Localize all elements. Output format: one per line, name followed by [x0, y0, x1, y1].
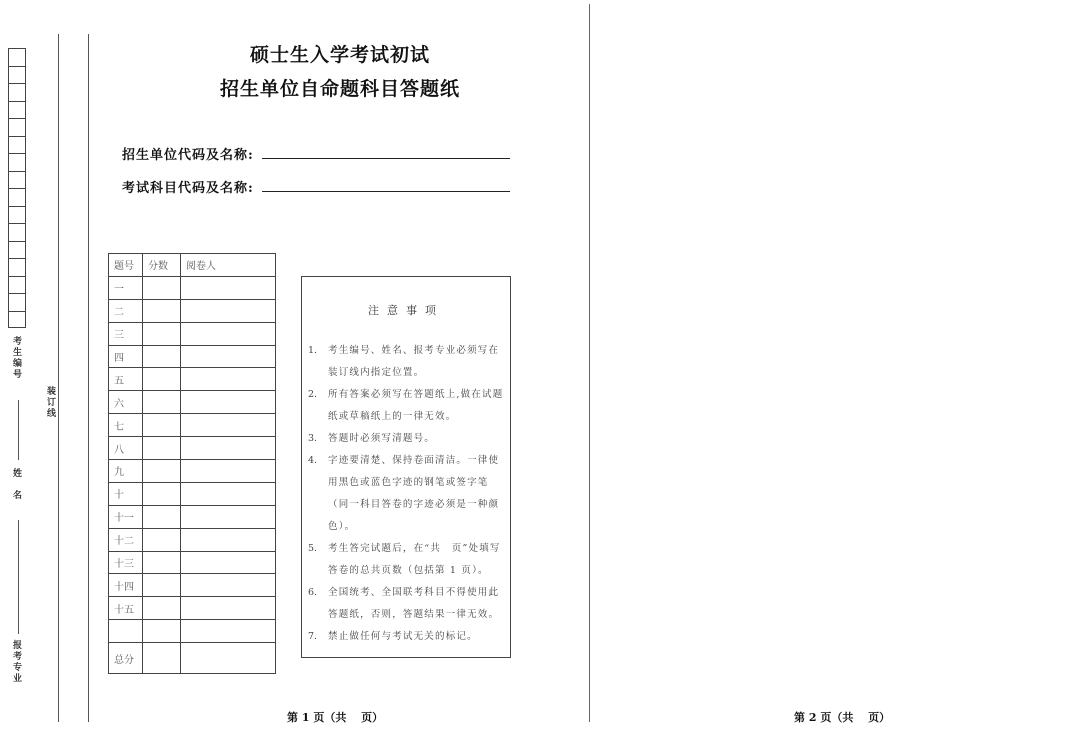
candidate-number-box[interactable]: [8, 101, 26, 119]
score-cell[interactable]: [143, 574, 181, 597]
total-grader-cell[interactable]: [181, 643, 276, 674]
score-cell[interactable]: [143, 414, 181, 437]
score-cell[interactable]: [143, 276, 181, 299]
question-number-cell: 三: [109, 322, 143, 345]
score-cell[interactable]: [143, 597, 181, 620]
grader-cell[interactable]: [181, 482, 276, 505]
question-number-cell: 四: [109, 345, 143, 368]
grader-cell[interactable]: [181, 299, 276, 322]
notes-item: [308, 582, 504, 626]
header-score: 分数: [143, 254, 181, 277]
score-table-row: [109, 574, 276, 597]
candidate-number-box[interactable]: [8, 188, 26, 206]
notes-item-text: 考生答完试题后，在“共 页”处填写答卷的总共页数（包括第 1 页）。: [328, 543, 501, 576]
notes-item-number: 4.: [308, 455, 318, 466]
grader-cell[interactable]: [181, 322, 276, 345]
subject-field-line[interactable]: [262, 191, 510, 192]
binding-line-label: 装订线: [45, 386, 55, 419]
candidate-number-box[interactable]: [8, 48, 26, 66]
score-cell[interactable]: [143, 482, 181, 505]
grader-cell[interactable]: [181, 460, 276, 483]
notes-item: [308, 428, 504, 450]
question-number-cell: 十三: [109, 551, 143, 574]
grader-cell[interactable]: [181, 620, 276, 643]
candidate-number-box[interactable]: [8, 293, 26, 311]
score-cell[interactable]: [143, 368, 181, 391]
question-number-cell: 十: [109, 482, 143, 505]
score-cell[interactable]: [143, 437, 181, 460]
score-cell[interactable]: [143, 505, 181, 528]
candidate-number-box[interactable]: [8, 171, 26, 189]
question-number-cell: 二: [109, 299, 143, 322]
question-number-cell: 十四: [109, 574, 143, 597]
subject-field-label: 考试科目代码及名称:: [122, 181, 254, 196]
score-table-row: [109, 391, 276, 414]
candidate-number-box[interactable]: [8, 118, 26, 136]
score-table-row: [109, 620, 276, 643]
score-table-row: [109, 276, 276, 299]
grader-cell[interactable]: [181, 574, 276, 597]
candidate-number-box[interactable]: [8, 83, 26, 101]
score-table-row: [109, 414, 276, 437]
question-number-cell: 五: [109, 368, 143, 391]
major-line[interactable]: [18, 590, 19, 634]
notes-list: [302, 340, 510, 648]
header-question-number: 题号: [109, 254, 143, 277]
candidate-number-box[interactable]: [8, 206, 26, 224]
header-grader: 阅卷人: [181, 254, 276, 277]
candidate-number-line[interactable]: [18, 400, 19, 460]
grader-cell[interactable]: [181, 505, 276, 528]
notes-item-text: 字迹要清楚、保持卷面清洁。一律使用黑色或蓝色字迹的钢笔或签字笔（同一科目答卷的字迹必须是一种颜色）。: [328, 455, 500, 532]
question-number-cell: 十二: [109, 528, 143, 551]
score-cell[interactable]: [143, 322, 181, 345]
page-title-line2: 招生单位自命题科目答题纸: [219, 78, 460, 100]
notes-box: [301, 276, 511, 658]
binding-line-left: [58, 34, 59, 722]
question-number-cell: 七: [109, 414, 143, 437]
score-table-row: [109, 528, 276, 551]
score-table-row: [109, 460, 276, 483]
notes-item-text: 禁止做任何与考试无关的标记。: [328, 631, 478, 642]
grader-cell[interactable]: [181, 391, 276, 414]
notes-item-number: 5.: [308, 543, 318, 554]
score-table-row: [109, 551, 276, 574]
institution-field-line[interactable]: [262, 158, 510, 159]
candidate-number-label: 考生编号: [11, 336, 21, 380]
question-number-cell: [109, 620, 143, 643]
score-cell[interactable]: [143, 528, 181, 551]
notes-item: [308, 626, 504, 648]
total-label-cell: 总分: [109, 643, 143, 674]
page-title-line1: 硕士生入学考试初试: [249, 44, 430, 66]
notes-item-number: 3.: [308, 433, 318, 444]
question-number-cell: 六: [109, 391, 143, 414]
candidate-number-box[interactable]: [8, 276, 26, 294]
total-score-cell[interactable]: [143, 643, 181, 674]
notes-item: [308, 384, 504, 428]
major-label: 报考专业: [11, 640, 21, 684]
grader-cell[interactable]: [181, 368, 276, 391]
question-number-cell: 十一: [109, 505, 143, 528]
score-cell[interactable]: [143, 345, 181, 368]
score-table-row: [109, 299, 276, 322]
candidate-number-box[interactable]: [8, 258, 26, 276]
notes-item-text: 考生编号、姓名、报考专业必须写在装订线内指定位置。: [328, 345, 500, 378]
notes-item-number: 6.: [308, 587, 318, 598]
grader-cell[interactable]: [181, 414, 276, 437]
question-number-cell: 一: [109, 276, 143, 299]
notes-item-number: 1.: [308, 345, 318, 356]
score-table-row: [109, 597, 276, 620]
notes-item-text: 答题时必须写清题号。: [328, 433, 436, 444]
name-label: 姓 名: [11, 468, 21, 501]
page2-footer: 第 2 页（共 页）: [794, 711, 891, 724]
score-cell[interactable]: [143, 299, 181, 322]
grader-cell[interactable]: [181, 437, 276, 460]
question-number-cell: 八: [109, 437, 143, 460]
notes-item: [308, 450, 504, 538]
score-cell[interactable]: [143, 391, 181, 414]
score-table-row: [109, 482, 276, 505]
page-divider: [589, 4, 590, 722]
grader-cell[interactable]: [181, 528, 276, 551]
notes-item-number: 2.: [308, 389, 318, 400]
score-table-row: [109, 322, 276, 345]
score-cell[interactable]: [143, 551, 181, 574]
institution-field-label: 招生单位代码及名称:: [122, 148, 254, 163]
binding-line-right: [88, 34, 89, 722]
page1-footer: 第 1 页（共 页）: [287, 711, 384, 724]
grader-cell[interactable]: [181, 597, 276, 620]
notes-item-number: 7.: [308, 631, 318, 642]
question-number-cell: 十五: [109, 597, 143, 620]
candidate-number-box[interactable]: [8, 66, 26, 84]
notes-item-text: 所有答案必须写在答题纸上,做在试题纸或草稿纸上的一律无效。: [328, 389, 504, 422]
candidate-number-box[interactable]: [8, 223, 26, 241]
score-table-total-row: [109, 643, 276, 674]
notes-title: 注意事项: [368, 304, 444, 317]
candidate-number-box[interactable]: [8, 241, 26, 259]
score-table-row: [109, 368, 276, 391]
grader-cell[interactable]: [181, 276, 276, 299]
score-table-row: [109, 437, 276, 460]
notes-item-text: 全国统考、全国联考科目不得使用此答题纸，否则，答题结果一律无效。: [328, 587, 500, 620]
notes-item: [308, 340, 504, 384]
score-table-row: [109, 345, 276, 368]
score-table-row: [109, 505, 276, 528]
score-table-header: [109, 254, 276, 277]
score-cell[interactable]: [143, 460, 181, 483]
grader-cell[interactable]: [181, 551, 276, 574]
grader-cell[interactable]: [181, 345, 276, 368]
score-table: [108, 253, 276, 674]
candidate-number-box[interactable]: [8, 311, 26, 329]
candidate-number-boxes[interactable]: [8, 48, 26, 328]
candidate-number-box[interactable]: [8, 153, 26, 171]
score-cell[interactable]: [143, 620, 181, 643]
question-number-cell: 九: [109, 460, 143, 483]
name-line[interactable]: [18, 520, 19, 600]
candidate-number-box[interactable]: [8, 136, 26, 154]
notes-item: [308, 538, 504, 582]
